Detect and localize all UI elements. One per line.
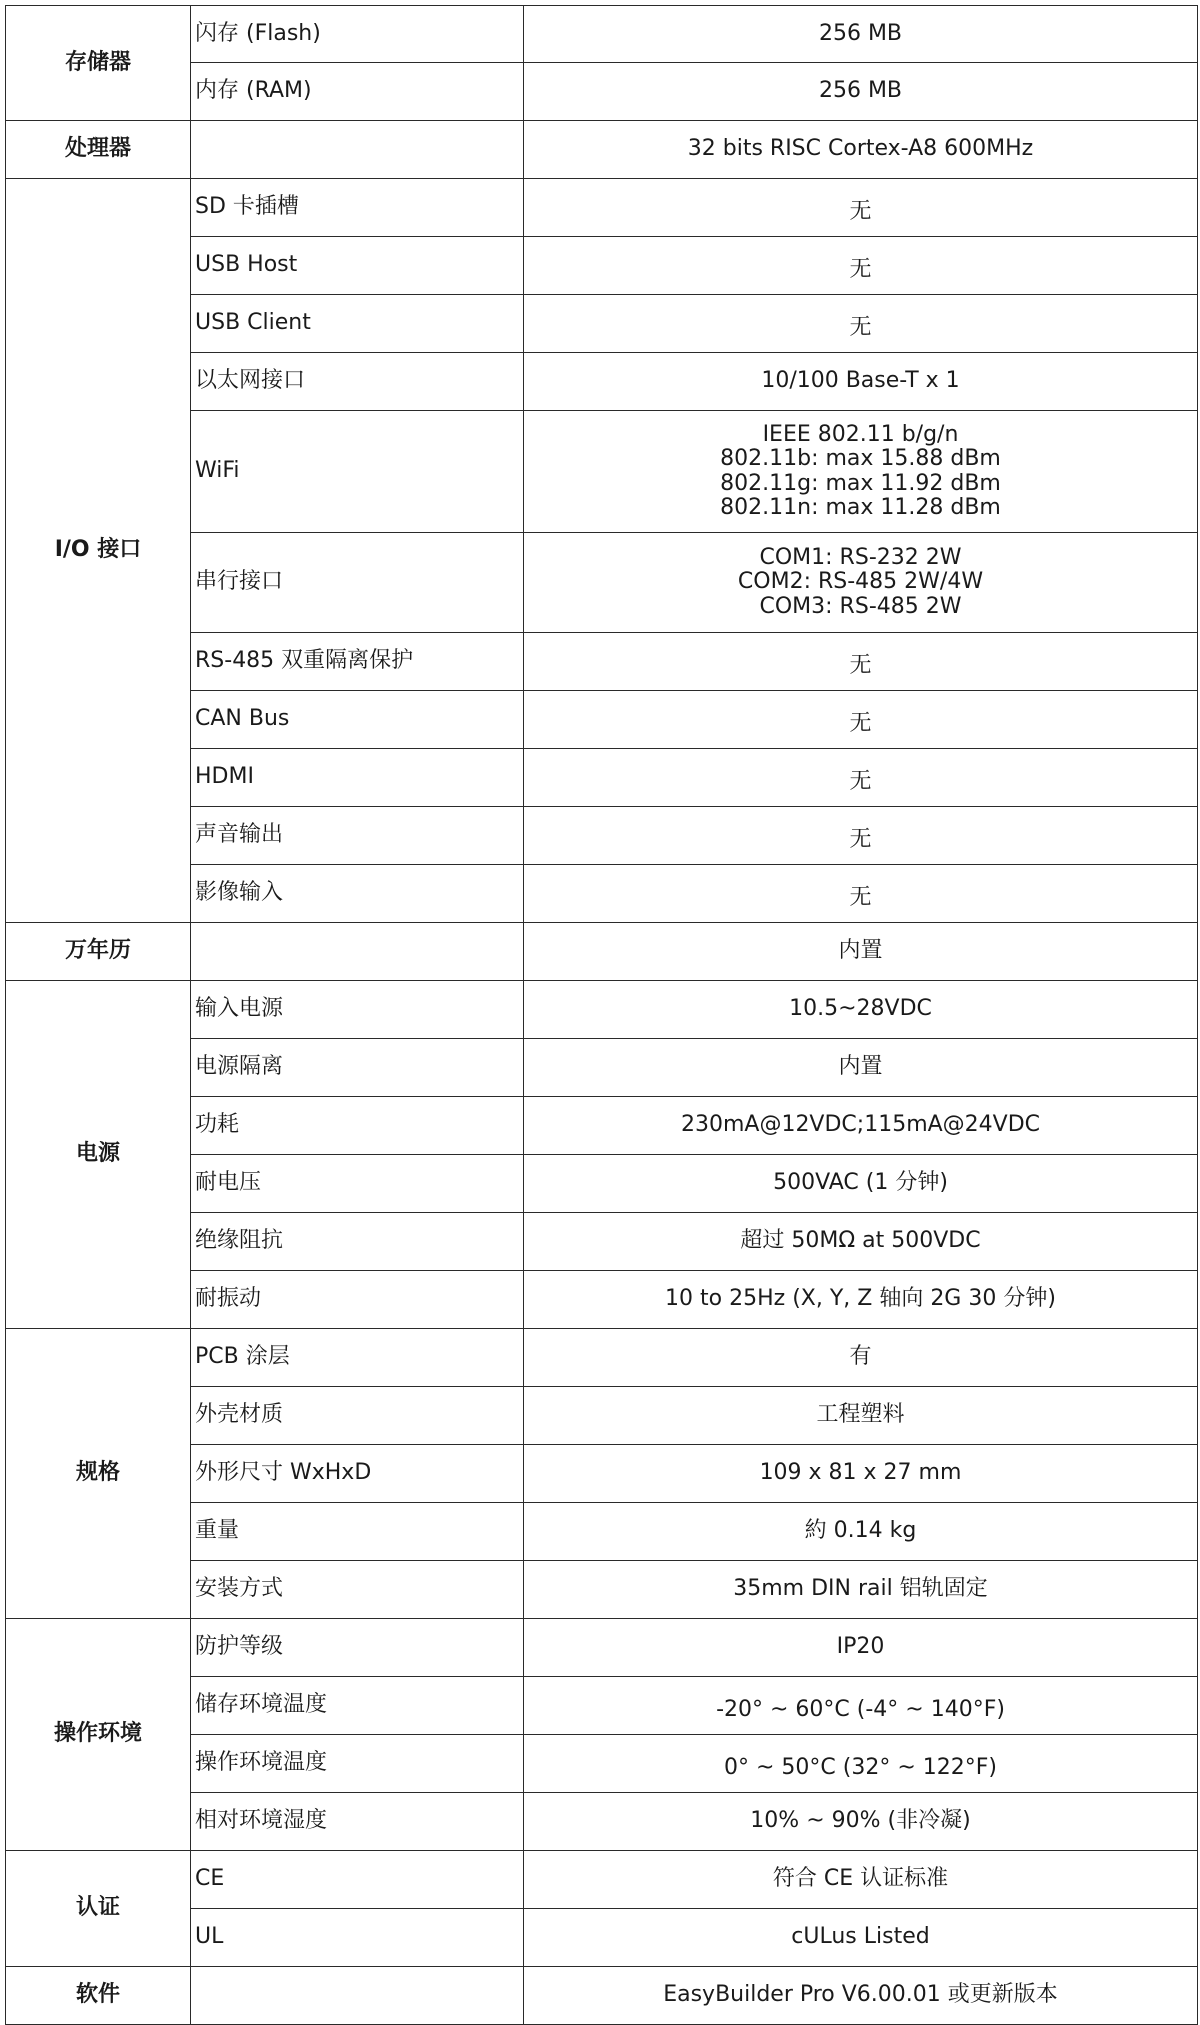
row-value: 无 — [524, 295, 1198, 353]
row-label: 安装方式 — [191, 1561, 524, 1619]
row-label: 操作环境温度 — [191, 1735, 524, 1793]
table-row — [6, 981, 1198, 1039]
row-label: 影像输入 — [191, 865, 524, 923]
row-label: WiFi — [191, 411, 524, 533]
serial-line: COM3: RS-485 2W — [759, 593, 962, 619]
row-value: cULus Listed — [524, 1909, 1198, 1967]
category-software: 软件 — [6, 1967, 191, 2025]
row-value: 内置 — [524, 923, 1198, 981]
row-value-multiline — [524, 411, 1198, 533]
row-value: -20° ~ 60°C (-4° ~ 140°F) — [524, 1677, 1198, 1735]
row-value: 超过 50MΩ at 500VDC — [524, 1213, 1198, 1271]
category-cert: 认证 — [6, 1851, 191, 1967]
row-label: USB Client — [191, 295, 524, 353]
row-label: CE — [191, 1851, 524, 1909]
row-label: 耐电压 — [191, 1155, 524, 1213]
row-value: 500VAC (1 分钟) — [524, 1155, 1198, 1213]
row-label: 防护等级 — [191, 1619, 524, 1677]
category-power: 电源 — [6, 981, 191, 1329]
row-value: 工程塑料 — [524, 1387, 1198, 1445]
spec-table — [5, 5, 1198, 2025]
row-label: 以太网接口 — [191, 353, 524, 411]
row-value: 10.5~28VDC — [524, 981, 1198, 1039]
table-row — [6, 923, 1198, 981]
row-value: 无 — [524, 179, 1198, 237]
table-row — [6, 1329, 1198, 1387]
category-io: I/O 接口 — [6, 179, 191, 923]
row-label: 耐振动 — [191, 1271, 524, 1329]
row-value: 10 to 25Hz (X, Y, Z 轴向 2G 30 分钟) — [524, 1271, 1198, 1329]
row-value: 256 MB — [524, 63, 1198, 121]
row-label: 外形尺寸 WxHxD — [191, 1445, 524, 1503]
table-row — [6, 1851, 1198, 1909]
row-label: 输入电源 — [191, 981, 524, 1039]
row-value: 无 — [524, 865, 1198, 923]
row-value: 无 — [524, 237, 1198, 295]
row-value: IP20 — [524, 1619, 1198, 1677]
row-label: 绝缘阻抗 — [191, 1213, 524, 1271]
row-value: 約 0.14 kg — [524, 1503, 1198, 1561]
row-label: 声音输出 — [191, 807, 524, 865]
row-label: 重量 — [191, 1503, 524, 1561]
wifi-line: 802.11n: max 11.28 dBm — [720, 494, 1001, 520]
serial-line: COM2: RS-485 2W/4W — [737, 569, 984, 595]
row-value: 256 MB — [524, 6, 1198, 63]
table-row — [6, 1619, 1198, 1677]
row-label: 串行接口 — [191, 533, 524, 633]
row-value: 无 — [524, 633, 1198, 691]
row-label — [191, 121, 524, 179]
row-value: 35mm DIN rail 铝轨固定 — [524, 1561, 1198, 1619]
row-label: 内存 (RAM) — [191, 63, 524, 121]
row-label: PCB 涂层 — [191, 1329, 524, 1387]
table-row — [6, 6, 1198, 63]
row-value: 无 — [524, 749, 1198, 807]
row-label — [191, 923, 524, 981]
row-value: 内置 — [524, 1039, 1198, 1097]
row-value: 符合 CE 认证标准 — [524, 1851, 1198, 1909]
category-calendar: 万年历 — [6, 923, 191, 981]
wifi-line: 802.11b: max 15.88 dBm — [720, 446, 1001, 472]
serial-line: COM1: RS-232 2W — [759, 545, 962, 571]
row-value: 32 bits RISC Cortex-A8 600MHz — [524, 121, 1198, 179]
row-label: 储存环境温度 — [191, 1677, 524, 1735]
row-value: 无 — [524, 691, 1198, 749]
row-value: 230mA@12VDC;115mA@24VDC — [524, 1097, 1198, 1155]
row-value: 10% ~ 90% (非冷凝) — [524, 1793, 1198, 1851]
row-value: 有 — [524, 1329, 1198, 1387]
row-label: 外壳材质 — [191, 1387, 524, 1445]
row-label: RS-485 双重隔离保护 — [191, 633, 524, 691]
row-label: 闪存 (Flash) — [191, 6, 524, 63]
row-label: 电源隔离 — [191, 1039, 524, 1097]
row-label: USB Host — [191, 237, 524, 295]
row-value: 109 x 81 x 27 mm — [524, 1445, 1198, 1503]
category-storage: 存储器 — [6, 6, 191, 121]
row-label: 功耗 — [191, 1097, 524, 1155]
row-value: 无 — [524, 807, 1198, 865]
row-label: UL — [191, 1909, 524, 1967]
row-label: CAN Bus — [191, 691, 524, 749]
row-value: 10/100 Base-T x 1 — [524, 353, 1198, 411]
category-processor: 处理器 — [6, 121, 191, 179]
wifi-line: 802.11g: max 11.92 dBm — [720, 470, 1001, 496]
category-spec: 规格 — [6, 1329, 191, 1619]
row-label: SD 卡插槽 — [191, 179, 524, 237]
row-value-multiline — [524, 533, 1198, 633]
row-label: 相对环境湿度 — [191, 1793, 524, 1851]
row-label — [191, 1967, 524, 2025]
row-value: 0° ~ 50°C (32° ~ 122°F) — [524, 1735, 1198, 1793]
table-row — [6, 1967, 1198, 2025]
row-label: HDMI — [191, 749, 524, 807]
wifi-line: IEEE 802.11 b/g/n — [762, 422, 959, 448]
row-value: EasyBuilder Pro V6.00.01 或更新版本 — [524, 1967, 1198, 2025]
category-env: 操作环境 — [6, 1619, 191, 1851]
table-row — [6, 121, 1198, 179]
table-row — [6, 179, 1198, 237]
